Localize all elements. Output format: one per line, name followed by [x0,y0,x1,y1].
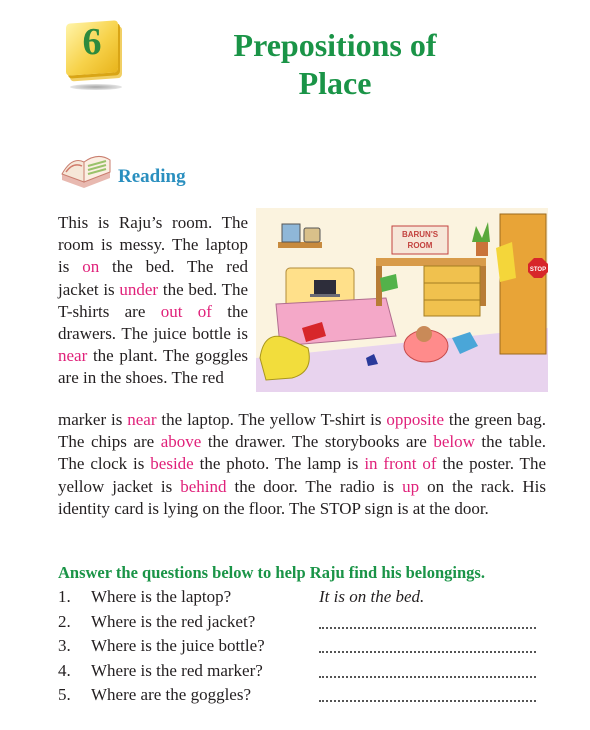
text-run: the laptop. The yellow T-shirt is [156,410,387,429]
text-run: the table. The clock is [58,432,546,474]
messy-room-illustration [256,208,548,392]
question-number: 4. [58,660,71,680]
text-run: the door. The radio is [226,476,403,496]
reading-paragraph-1 [58,212,248,390]
question-text: Where is the red jacket? [91,611,256,631]
preposition-highlight: near [58,346,88,366]
preposition-highlight: beside [150,454,194,474]
chapter-number: 6 [82,21,102,63]
chapter-title [190,26,480,102]
study-table [376,258,486,266]
preposition-highlight: on [82,257,100,277]
question-list [58,587,548,710]
text-run: the plant. The goggles are in the shoes. The red [58,346,248,388]
preposition-highlight: in front of [364,454,437,474]
question-row [58,636,548,661]
answer-blank[interactable] [319,676,536,678]
question-row [58,685,548,710]
text-run: the drawers. The juice bottle is [58,301,248,344]
text-run: the drawer. The storybooks are [201,432,434,452]
preposition-highlight: under [119,279,159,299]
photo-frame [282,224,300,242]
text-run: the bed. The red jacket is [58,257,248,299]
answer-text: It is on the bed. [319,587,425,606]
question-row [58,612,548,637]
preposition-highlight: below [433,432,475,452]
question-number: 3. [58,636,71,655]
reading-label: Reading [118,166,186,187]
question-row [58,661,548,686]
text-run: the green bag. The chips are [58,410,546,452]
question-number: 1. [58,587,71,606]
reading-paragraph-2 [58,409,546,520]
reading-section-header [58,148,218,188]
preposition-highlight: opposite [386,410,444,429]
door [500,214,546,354]
radio [304,228,320,242]
question-text: Where are the goggles? [91,685,251,704]
text-run: marker is [58,410,128,429]
preposition-highlight: above [160,432,202,452]
question-text: Where is the red marker? [91,660,263,680]
teddy-bear [416,326,432,342]
preposition-highlight: out of [160,301,212,321]
question-number: 2. [58,611,71,631]
preposition-highlight: near [127,410,157,429]
poster-text-2: ROOM [407,241,433,250]
text-run: the photo. The lamp is [193,454,365,474]
laptop-icon [314,280,336,294]
chapter-title-line-2: Place [298,65,372,101]
open-book-icon [58,148,116,188]
text-run: on the rack. His identity card is lying on the floor. The STOP sign is at the door. [58,476,546,518]
question-text: Where is the laptop? [91,587,232,606]
wall-shelf [278,242,322,248]
answer-blank[interactable] [319,700,536,702]
chapter-badge-shadow [70,84,122,90]
answer-blank[interactable] [319,627,536,629]
text-run: This is Raju’s room. The room is messy. The laptop is [58,213,248,277]
preposition-highlight: up [402,476,420,496]
questions-heading: Answer the questions below to help Raju find his belongings. [58,563,485,582]
chest-of-drawers [424,266,480,316]
question-text: Where is the juice bottle? [91,636,265,655]
question-number: 5. [58,685,71,704]
poster-text-1: BARUN'S [401,230,439,239]
stop-sign-text: STOP [529,267,547,273]
text-run: the poster. The yellow jacket is [58,454,546,496]
preposition-highlight: behind [180,476,227,496]
question-row [58,587,548,612]
text-run: the bed. The T-shirts are [58,279,248,321]
chapter-title-line-1: Prepositions of [233,27,437,63]
answer-blank[interactable] [319,651,536,653]
chapter-number-badge [62,14,126,88]
room-scene [256,208,548,392]
